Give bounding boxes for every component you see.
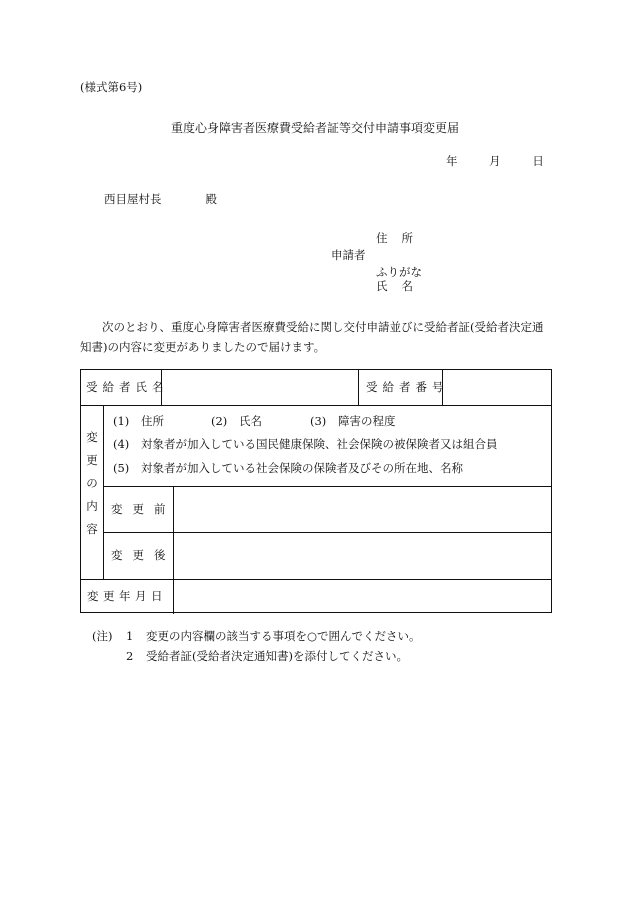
option-number: (1): [113, 414, 130, 428]
option-3[interactable]: [310, 416, 396, 428]
option-text: 対象者が加入している国民健康保険、社会保険の被保険者又は組合員: [141, 437, 498, 451]
date-line: [446, 156, 544, 168]
addressee-honorific: 殿: [205, 192, 217, 206]
option-text: 障害の程度: [338, 414, 396, 428]
document-title: 重度心身障害者医療費受給者証等交付申請事項変更届: [170, 121, 459, 135]
date-month-label: 月: [489, 154, 501, 168]
table-line: [358, 370, 359, 405]
notes: [92, 626, 421, 666]
vertical-char: 容: [86, 522, 98, 536]
option-2[interactable]: [211, 416, 262, 428]
applicant-furigana-label: ふりがな: [376, 265, 422, 279]
option-number: (4): [113, 437, 130, 451]
recipient-number-label: 受給者番号: [366, 380, 449, 394]
applicant-role-label: 申請者: [331, 248, 366, 262]
note-item-2: [92, 646, 421, 666]
option-5[interactable]: [113, 463, 463, 475]
body-text: 次のとおり、重度心身障害者医療費受給に関し交付申請並びに受給者証(受給者決定通知書)の内容に変更がありましたので届けます。: [80, 320, 544, 354]
addressee-name: 西目屋村長: [104, 192, 162, 206]
before-change-label: 変更前: [111, 502, 176, 516]
option-1[interactable]: [113, 416, 164, 428]
option-text: 住所: [141, 414, 164, 428]
date-year-label: 年: [446, 154, 458, 168]
option-number: (3): [310, 414, 327, 428]
form-table: [80, 369, 552, 613]
after-change-label: 変更後: [111, 548, 176, 562]
applicant-address-label: 住所: [376, 231, 427, 245]
change-date-field[interactable]: [175, 580, 550, 612]
note-number: 1: [126, 629, 134, 643]
vertical-char: 更: [86, 453, 98, 467]
note-text: 受給者証(受給者決定通知書)を添付してください。: [146, 649, 408, 663]
change-content-label: [85, 426, 99, 541]
option-number: (2): [211, 414, 228, 428]
form-number: (様式第6号): [80, 80, 143, 94]
table-line: [81, 405, 551, 406]
note-item-1: [92, 626, 421, 646]
vertical-char: の: [86, 476, 98, 490]
vertical-char: 変: [86, 430, 98, 444]
note-number: 2: [126, 649, 134, 663]
option-text: 対象者が加入している社会保険の保険者及びその所在地、名称: [141, 461, 463, 475]
recipient-name-label: 受給者氏名: [86, 380, 169, 394]
addressee: [104, 194, 217, 206]
date-day-label: 日: [532, 154, 544, 168]
option-number: (5): [113, 461, 130, 475]
notes-heading: (注): [92, 629, 113, 643]
after-change-field[interactable]: [175, 533, 550, 578]
option-text: 氏名: [239, 414, 262, 428]
vertical-char: 内: [86, 499, 98, 513]
change-date-label: 変更年月日: [87, 589, 167, 603]
recipient-number-field[interactable]: [444, 371, 550, 404]
before-change-field[interactable]: [175, 487, 550, 531]
applicant-name-label: 氏名: [376, 279, 427, 293]
option-4[interactable]: [113, 439, 498, 451]
table-line: [103, 405, 104, 579]
note-text: 変更の内容欄の該当する事項を○で囲んでください。: [146, 629, 421, 643]
recipient-name-field[interactable]: [163, 371, 357, 404]
